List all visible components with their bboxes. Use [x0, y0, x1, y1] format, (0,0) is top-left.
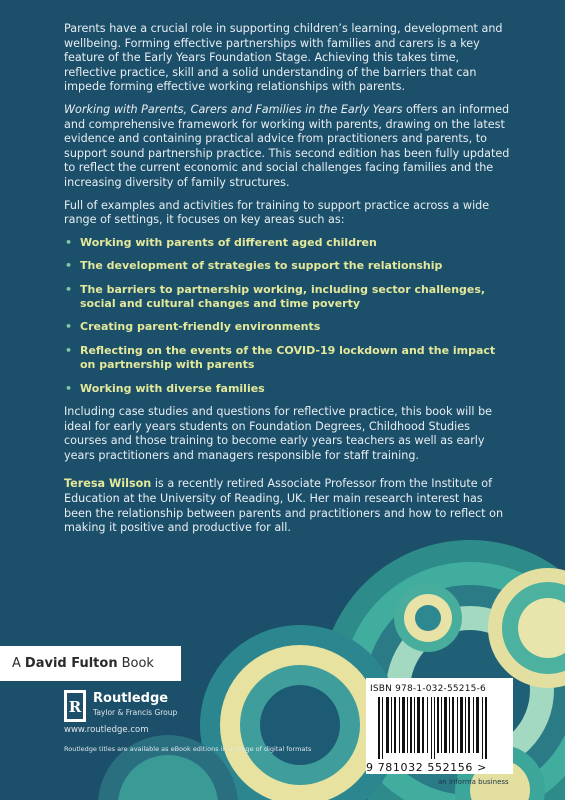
- isbn-tail: >: [477, 761, 487, 774]
- imprint-name: David Fulton: [24, 656, 118, 671]
- isbn-digits: [366, 761, 487, 774]
- publisher-tagline: Taylor & Francis Group: [93, 708, 178, 717]
- intro-paragraph-3: Full of examples and activities for training to support practice across a wide range of settings, it focuses on key areas such as:: [64, 198, 490, 227]
- list-item: • Creating parent-friendly environments: [64, 320, 512, 334]
- closing-paragraph: Including case studies and questions for reflective practice, this book will be ideal for early years students on Foundation Degrees, Childhood Studies courses and those training to become early years teachers as well as early years practitioners and managers responsible for staff training.: [64, 404, 493, 462]
- isbn-label: ISBN 978-1-032-55215-6: [370, 684, 486, 694]
- publisher-url: www.routledge.com: [64, 725, 149, 735]
- routledge-logo-letter: R: [68, 698, 82, 716]
- list-item: • Working with diverse families: [64, 382, 512, 396]
- book-title: Working with Parents, Carers and Families in the Early Years: [64, 102, 403, 116]
- author-bio: [64, 477, 512, 535]
- intro-paragraph-2-body: offers an informed and comprehensive framework for working with parents, drawing on the latest evidence and containing practical advice from practitioners and parents, to support sound partnership practice. This second edition has been fully updated to reflect the current economic and social challenges facing families and the increasing diversity of family structures.: [64, 102, 510, 189]
- list-item: • The development of strategies to support the relationship: [64, 259, 512, 273]
- imprint-suffix: Book: [121, 656, 154, 671]
- isbn-digits-text: 9 781032 552156: [366, 761, 473, 774]
- circle-cluster-small-upper: [394, 584, 462, 652]
- intro-paragraph-1: Parents have a crucial role in supporting children’s learning, development and wellbeing. Forming effective partnerships with families and carers is a key feature of the Early Years Foundation Stage. Achieving this takes time, reflective practice, skill and a solid understanding of the barriers that can impede forming effective working relationships with parents.: [64, 22, 503, 94]
- publisher-name: Routledge: [93, 691, 169, 706]
- list-item: • Working with parents of different aged children: [64, 236, 512, 250]
- ebook-note: Routledge titles are available as eBook editions in a range of digital formats: [64, 745, 312, 753]
- list-item: • Reflecting on the events of the COVID-19 lockdown and the impact on partnership with parents: [64, 344, 512, 373]
- imprint-prefix: A: [12, 656, 21, 671]
- barcode-icon: [378, 697, 490, 759]
- author-name: Teresa Wilson: [64, 477, 152, 491]
- back-cover-text: [64, 22, 512, 544]
- author-bio-text: is a recently retired Associate Professor from the Institute of Education at the University of Reading, UK. Her main research interest has been the relationship between parents and practitioners and how to reflect on making it positive and productive for all.: [64, 477, 504, 535]
- routledge-logo-icon: [64, 690, 86, 722]
- intro-paragraph-2: [64, 103, 512, 191]
- key-areas-list: [64, 236, 512, 396]
- list-item: • The barriers to partnership working, including sector challenges, social and cultural changes and time poverty: [64, 283, 512, 312]
- imprint-label: [0, 646, 181, 681]
- informa-tagline: an informa business: [438, 778, 509, 786]
